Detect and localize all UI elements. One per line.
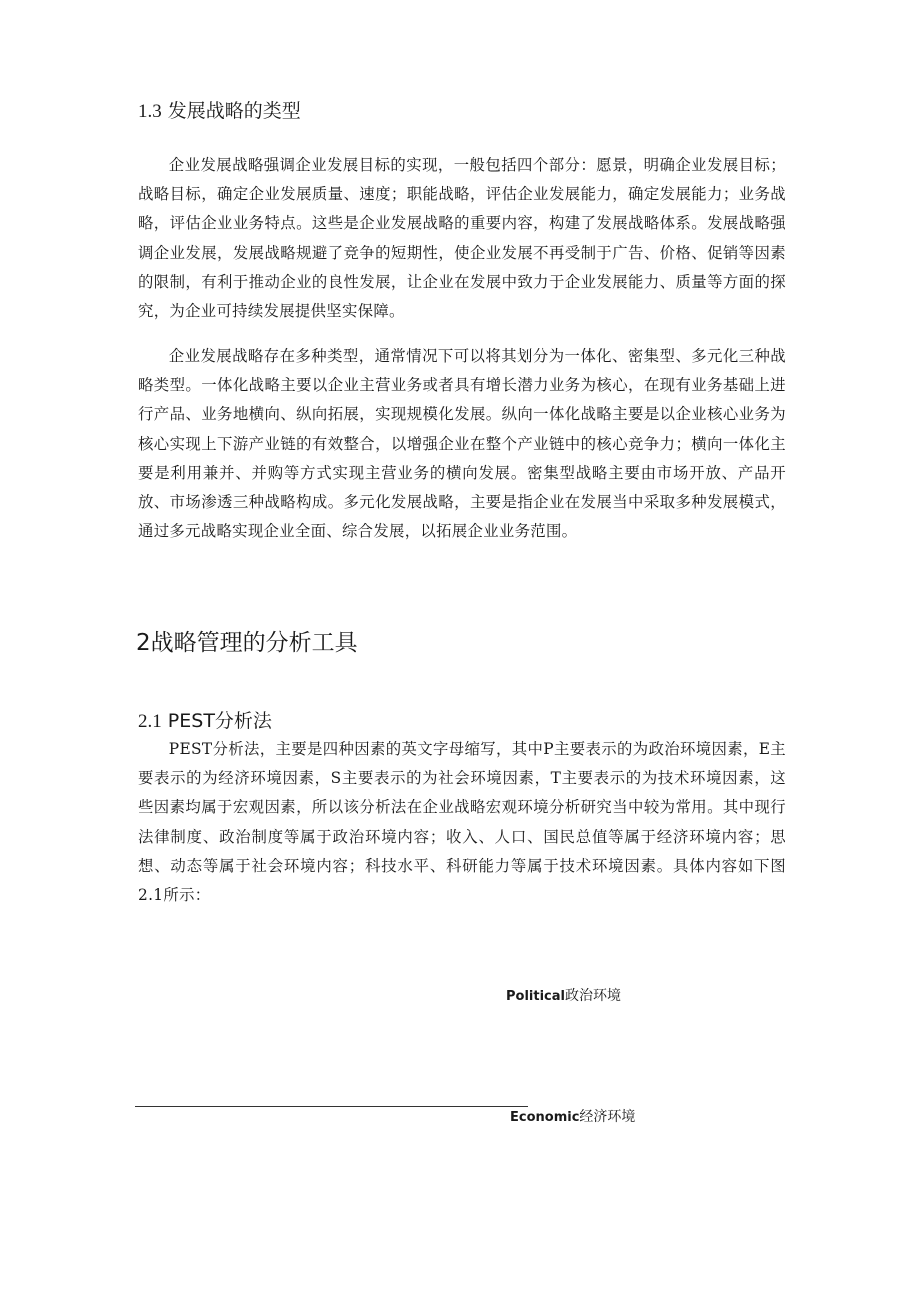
section-heading-2: [136, 626, 358, 660]
section-title: 战略管理的分析工具: [150, 630, 358, 656]
body-paragraph: 企业发展战略强调企业发展目标的实现，一般包括四个部分：愿景，明确企业发展目标；战略目标，确定企业发展质量、速度；职能战略，评估企业发展能力，确定发展能力；业务战略，评估企业业务特点。这些是企业发展战略的重要内容，构建了发展战略体系。发展战略强调企业发展，发展战略规避了竞争的短期性，使企业发展不再受制于广告、价格、促销等因素的限制，有利于推动企业的良性发展，让企业在发展中致力于企业发展能力、质量等方面的探究，为企业可持续发展提供坚实保障。: [138, 156, 786, 321]
section-heading-2-1: [138, 706, 272, 737]
figure-divider-line: [135, 1106, 528, 1107]
figure-label-economic: [510, 1107, 635, 1128]
section-number: 2: [136, 630, 151, 656]
body-paragraph: 企业发展战略存在多种类型，通常情况下可以将其划分为一体化、密集型、多元化三种战略类型。一体化战略主要以企业主营业务或者具有增长潜力业务为核心，在现有业务基础上进行产品、业务地横向、纵向拓展，实现规模化发展。纵向一体化战略主要是以企业核心业务为核心实现上下游产业链的有效整合，以增强企业在整个产业链中的核心竞争力；横向一体化主要是利用兼并、并购等方式实现主营业务的横向发展。密集型战略主要由市场开放、产品开放、市场渗透三种战略构成。多元化发展战略，主要是指企业在发展当中采取多种发展模式，通过多元战略实现企业全面、综合发展，以拓展企业业务范围。: [138, 347, 786, 541]
label-chinese: 政治环境: [564, 988, 621, 1004]
section-title: 发展战略的类型: [167, 100, 301, 122]
body-paragraph: PEST分析法，主要是四种因素的英文字母缩写，其中P主要表示的为政治环境因素，E主要表示的为经济环境因素，S主要表示的为社会环境因素，T主要表示的为技术环境因素，这些因素均属于宏观因素，所以该分析法在企业战略宏观环境分析研究当中较为常用。其中现行法律制度、政治制度等属于政治环境内容；收入、人口、国民总值等属于经济环境内容；思想、动态等属于社会环境内容；科技水平、科研能力等属于技术环境因素。具体内容如下图2.1所示：: [138, 740, 786, 905]
section-number: 2.1: [138, 711, 162, 732]
label-english: Economic: [510, 1110, 580, 1125]
section-number: 1.3: [138, 101, 162, 122]
figure-label-political: [506, 986, 621, 1007]
section-title: PEST分析法: [167, 710, 272, 732]
section-heading-1-3: [138, 96, 301, 127]
label-chinese: 经济环境: [579, 1109, 636, 1125]
label-english: Political: [506, 989, 565, 1004]
